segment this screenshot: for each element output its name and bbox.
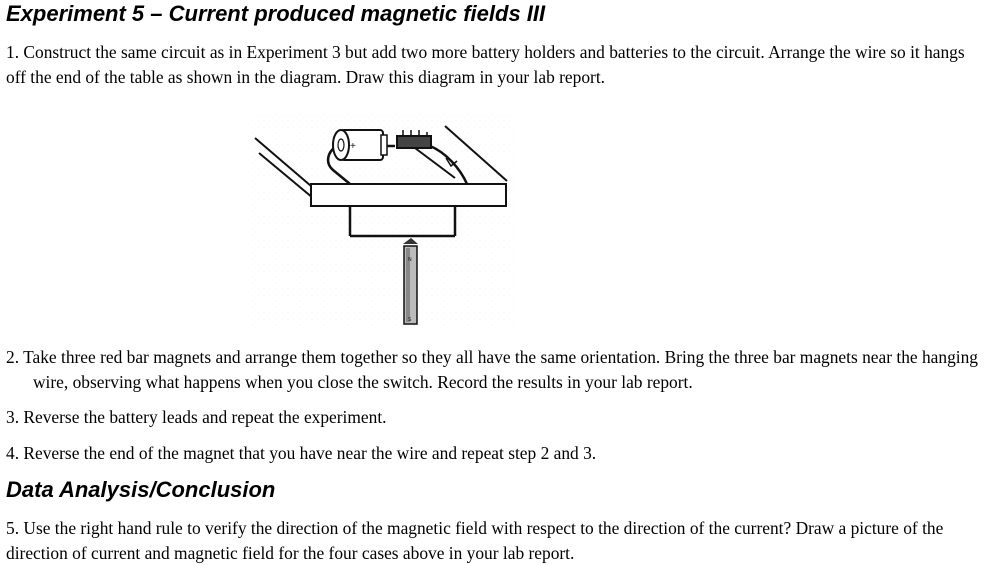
- step-2: [6, 345, 988, 394]
- step-text: Use the right hand rule to verify the direction of the magnetic field with respect to the direction of the current? Draw a picture of the direction of current and magnetic field for the four cases above in your lab report.: [6, 518, 944, 563]
- step-number: 4.: [6, 443, 20, 463]
- step-number: 2.: [6, 347, 20, 367]
- magnet-north-label: N: [408, 257, 412, 263]
- step-number: 1.: [6, 42, 20, 62]
- section-title-data-analysis: Data Analysis/Conclusion: [6, 477, 276, 502]
- step-3: [6, 405, 976, 430]
- magnet-south-label: S: [408, 317, 412, 323]
- step-4: [6, 441, 976, 466]
- step-text: Reverse the end of the magnet that you have near the wire and repeat step 2 and 3.: [23, 443, 597, 463]
- step-text: Take three red bar magnets and arrange them together so they all have the same orientation. Bring the three bar magnets near the hanging wire, observing what happens when you close the switch. Record the results in your lab report.: [23, 347, 978, 392]
- step-text: Construct the same circuit as in Experiment 3 but add two more battery holders and batteries to the circuit. Arrange the wire so it hangs off the end of the table as shown in the diagram. Draw this diagram in your lab report.: [6, 42, 965, 87]
- battery: [333, 130, 387, 160]
- step-number: 3.: [6, 407, 20, 427]
- step-text: Reverse the battery leads and repeat the experiment.: [23, 407, 387, 427]
- step-number: 5.: [6, 518, 20, 538]
- step-1: [6, 40, 986, 89]
- battery-sign: +: [350, 141, 356, 152]
- experiment-title: Experiment 5 – Current produced magnetic fields III: [6, 1, 546, 26]
- circuit-diagram: [245, 108, 520, 333]
- bar-magnet: [403, 238, 418, 324]
- step-5: [6, 516, 986, 565]
